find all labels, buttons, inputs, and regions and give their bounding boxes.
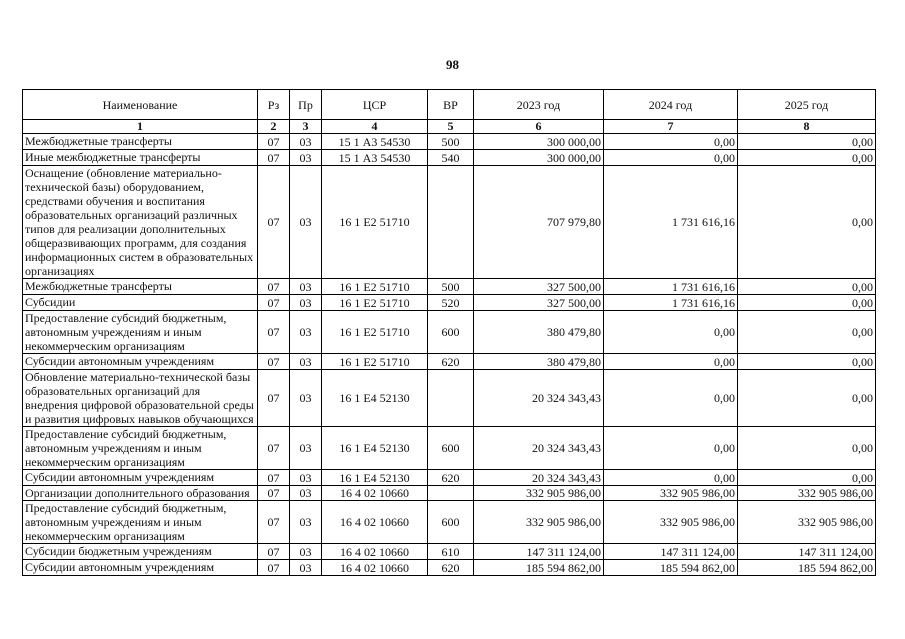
table-row bbox=[23, 501, 876, 544]
row-vr: 610 bbox=[428, 544, 474, 560]
table-row bbox=[23, 295, 876, 311]
row-name: Оснащение (обновление материально-технической базы) оборудованием, средствами обучения и воспитания образовательных организаций различных типов для реализации дополнительных общеразвивающих программ, для создания информационных систем в образовательных организациях bbox=[23, 166, 258, 279]
row-2024: 332 905 986,00 bbox=[604, 486, 738, 501]
row-2023: 332 905 986,00 bbox=[474, 486, 604, 501]
header-pr: Пр bbox=[290, 90, 322, 120]
column-number: 1 bbox=[23, 120, 258, 134]
row-csr: 15 1 А3 54530 bbox=[322, 150, 428, 166]
row-2025: 0,00 bbox=[738, 311, 876, 354]
row-name: Организации дополнительного образования bbox=[23, 486, 258, 501]
row-rz: 07 bbox=[258, 166, 290, 279]
row-vr: 540 bbox=[428, 150, 474, 166]
row-rz: 07 bbox=[258, 501, 290, 544]
row-2025: 332 905 986,00 bbox=[738, 486, 876, 501]
row-2024: 147 311 124,00 bbox=[604, 544, 738, 560]
row-rz: 07 bbox=[258, 150, 290, 166]
row-2024: 0,00 bbox=[604, 150, 738, 166]
row-vr: 600 bbox=[428, 427, 474, 470]
row-rz: 07 bbox=[258, 560, 290, 576]
row-2023: 20 324 343,43 bbox=[474, 470, 604, 486]
header-2025: 2025 год bbox=[738, 90, 876, 120]
row-rz: 07 bbox=[258, 311, 290, 354]
row-csr: 16 4 02 10660 bbox=[322, 560, 428, 576]
row-pr: 03 bbox=[290, 370, 322, 427]
row-vr bbox=[428, 486, 474, 501]
row-pr: 03 bbox=[290, 134, 322, 150]
column-number: 3 bbox=[290, 120, 322, 134]
row-name: Межбюджетные трансферты bbox=[23, 134, 258, 150]
row-2025: 147 311 124,00 bbox=[738, 544, 876, 560]
row-rz: 07 bbox=[258, 295, 290, 311]
column-number: 8 bbox=[738, 120, 876, 134]
budget-table bbox=[22, 89, 876, 576]
row-2023: 327 500,00 bbox=[474, 295, 604, 311]
row-vr: 520 bbox=[428, 295, 474, 311]
row-2025: 0,00 bbox=[738, 370, 876, 427]
header-name: Наименование bbox=[23, 90, 258, 120]
row-pr: 03 bbox=[290, 501, 322, 544]
column-number: 5 bbox=[428, 120, 474, 134]
row-rz: 07 bbox=[258, 354, 290, 370]
row-2025: 0,00 bbox=[738, 427, 876, 470]
row-rz: 07 bbox=[258, 279, 290, 295]
row-rz: 07 bbox=[258, 486, 290, 501]
row-2024: 0,00 bbox=[604, 311, 738, 354]
table-row bbox=[23, 427, 876, 470]
row-2025: 185 594 862,00 bbox=[738, 560, 876, 576]
row-rz: 07 bbox=[258, 427, 290, 470]
table-row bbox=[23, 370, 876, 427]
row-vr: 620 bbox=[428, 560, 474, 576]
row-vr: 600 bbox=[428, 311, 474, 354]
table-row bbox=[23, 486, 876, 501]
row-rz: 07 bbox=[258, 370, 290, 427]
row-csr: 16 1 Е2 51710 bbox=[322, 295, 428, 311]
row-vr: 620 bbox=[428, 354, 474, 370]
row-pr: 03 bbox=[290, 354, 322, 370]
header-2024: 2024 год bbox=[604, 90, 738, 120]
row-2024: 0,00 bbox=[604, 354, 738, 370]
table-row bbox=[23, 354, 876, 370]
row-pr: 03 bbox=[290, 560, 322, 576]
row-csr: 16 1 Е2 51710 bbox=[322, 166, 428, 279]
row-2024: 332 905 986,00 bbox=[604, 501, 738, 544]
row-csr: 16 1 Е4 52130 bbox=[322, 370, 428, 427]
row-name: Субсидии автономным учреждениям bbox=[23, 470, 258, 486]
row-2025: 332 905 986,00 bbox=[738, 501, 876, 544]
table-row bbox=[23, 470, 876, 486]
row-2023: 300 000,00 bbox=[474, 134, 604, 150]
row-name: Предоставление субсидий бюджетным, автономным учреждениям и иным некоммерческим организациям bbox=[23, 427, 258, 470]
row-vr: 620 bbox=[428, 470, 474, 486]
row-csr: 16 4 02 10660 bbox=[322, 486, 428, 501]
row-2023: 147 311 124,00 bbox=[474, 544, 604, 560]
header-2023: 2023 год bbox=[474, 90, 604, 120]
column-number: 7 bbox=[604, 120, 738, 134]
row-csr: 16 4 02 10660 bbox=[322, 544, 428, 560]
row-pr: 03 bbox=[290, 279, 322, 295]
row-name: Иные межбюджетные трансферты bbox=[23, 150, 258, 166]
table-row bbox=[23, 150, 876, 166]
row-name: Предоставление субсидий бюджетным, автономным учреждениям и иным некоммерческим организациям bbox=[23, 311, 258, 354]
table-row bbox=[23, 134, 876, 150]
header-vr: ВР bbox=[428, 90, 474, 120]
row-2023: 20 324 343,43 bbox=[474, 370, 604, 427]
row-csr: 16 4 02 10660 bbox=[322, 501, 428, 544]
row-csr: 16 1 Е2 51710 bbox=[322, 311, 428, 354]
column-number: 2 bbox=[258, 120, 290, 134]
row-csr: 15 1 А3 54530 bbox=[322, 134, 428, 150]
row-2025: 0,00 bbox=[738, 470, 876, 486]
column-number: 4 bbox=[322, 120, 428, 134]
header-csr: ЦСР bbox=[322, 90, 428, 120]
row-csr: 16 1 Е4 52130 bbox=[322, 427, 428, 470]
table-row bbox=[23, 166, 876, 279]
row-pr: 03 bbox=[290, 166, 322, 279]
row-vr: 500 bbox=[428, 279, 474, 295]
row-2023: 300 000,00 bbox=[474, 150, 604, 166]
row-2023: 20 324 343,43 bbox=[474, 427, 604, 470]
header-rz: Рз bbox=[258, 90, 290, 120]
row-2024: 0,00 bbox=[604, 427, 738, 470]
row-pr: 03 bbox=[290, 311, 322, 354]
row-csr: 16 1 Е2 51710 bbox=[322, 354, 428, 370]
column-number: 6 bbox=[474, 120, 604, 134]
row-vr: 500 bbox=[428, 134, 474, 150]
row-vr bbox=[428, 370, 474, 427]
row-pr: 03 bbox=[290, 486, 322, 501]
row-rz: 07 bbox=[258, 134, 290, 150]
row-pr: 03 bbox=[290, 150, 322, 166]
row-2024: 1 731 616,16 bbox=[604, 166, 738, 279]
row-2025: 0,00 bbox=[738, 166, 876, 279]
row-2024: 0,00 bbox=[604, 134, 738, 150]
row-2025: 0,00 bbox=[738, 279, 876, 295]
page-number: 98 bbox=[446, 57, 459, 72]
row-rz: 07 bbox=[258, 470, 290, 486]
row-pr: 03 bbox=[290, 544, 322, 560]
row-name: Субсидии автономным учреждениям bbox=[23, 560, 258, 576]
row-name: Субсидии автономным учреждениям bbox=[23, 354, 258, 370]
row-rz: 07 bbox=[258, 544, 290, 560]
table-row bbox=[23, 279, 876, 295]
row-2023: 380 479,80 bbox=[474, 354, 604, 370]
row-name: Межбюджетные трансферты bbox=[23, 279, 258, 295]
table-row bbox=[23, 544, 876, 560]
row-csr: 16 1 Е4 52130 bbox=[322, 470, 428, 486]
row-2023: 707 979,80 bbox=[474, 166, 604, 279]
row-2025: 0,00 bbox=[738, 354, 876, 370]
row-2025: 0,00 bbox=[738, 150, 876, 166]
row-name: Субсидии бюджетным учреждениям bbox=[23, 544, 258, 560]
header-row bbox=[23, 90, 876, 120]
row-pr: 03 bbox=[290, 427, 322, 470]
row-2023: 327 500,00 bbox=[474, 279, 604, 295]
row-csr: 16 1 Е2 51710 bbox=[322, 279, 428, 295]
row-vr: 600 bbox=[428, 501, 474, 544]
row-name: Обновление материально-технической базы образовательных организаций для внедрения цифровой образовательной среды и развития цифровых навыков обучающихся bbox=[23, 370, 258, 427]
row-2024: 0,00 bbox=[604, 470, 738, 486]
table-row bbox=[23, 560, 876, 576]
table-row bbox=[23, 311, 876, 354]
row-2025: 0,00 bbox=[738, 295, 876, 311]
row-name: Предоставление субсидий бюджетным, автономным учреждениям и иным некоммерческим организациям bbox=[23, 501, 258, 544]
row-2024: 185 594 862,00 bbox=[604, 560, 738, 576]
row-2024: 0,00 bbox=[604, 370, 738, 427]
row-vr bbox=[428, 166, 474, 279]
row-2024: 1 731 616,16 bbox=[604, 279, 738, 295]
column-number-row bbox=[23, 120, 876, 134]
row-2023: 380 479,80 bbox=[474, 311, 604, 354]
row-2024: 1 731 616,16 bbox=[604, 295, 738, 311]
row-2023: 332 905 986,00 bbox=[474, 501, 604, 544]
row-2023: 185 594 862,00 bbox=[474, 560, 604, 576]
row-pr: 03 bbox=[290, 295, 322, 311]
row-2025: 0,00 bbox=[738, 134, 876, 150]
row-name: Субсидии bbox=[23, 295, 258, 311]
row-pr: 03 bbox=[290, 470, 322, 486]
